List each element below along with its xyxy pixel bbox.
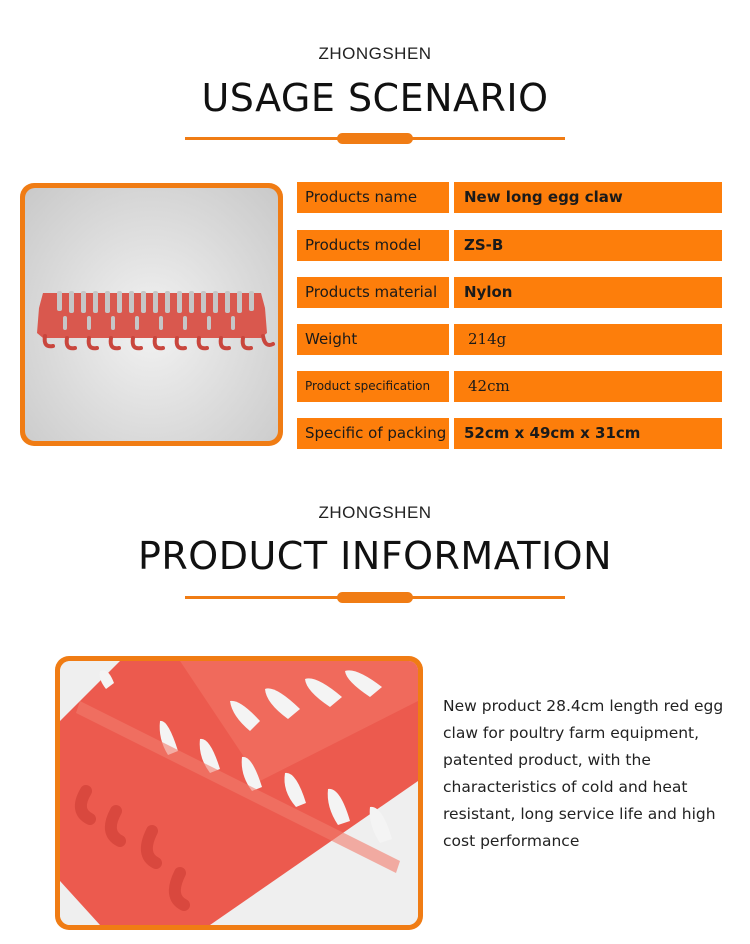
- spec-row-product-specification: [297, 371, 722, 402]
- spec-label: Products material: [297, 277, 449, 308]
- spec-label: Specific of packing: [297, 418, 449, 449]
- spec-label: Products model: [297, 230, 449, 261]
- title-divider-accent-bottom: [337, 592, 413, 603]
- title-divider-accent-top: [337, 133, 413, 144]
- egg-claw-image: [25, 188, 278, 441]
- description-line: claw for poultry farm equipment,: [443, 724, 700, 742]
- spec-label: Weight: [297, 324, 449, 355]
- product-information-title: PRODUCT INFORMATION: [137, 534, 613, 578]
- product-photo-frame: [20, 183, 283, 446]
- spec-value: ZS-B: [454, 230, 722, 261]
- usage-scenario-title: USAGE SCENARIO: [201, 76, 549, 120]
- product-photo: [25, 188, 278, 441]
- description-line: New product 28.4cm length red egg: [443, 697, 724, 715]
- spec-value: 214g: [454, 324, 722, 355]
- spec-label: Product specification: [297, 371, 449, 402]
- brand-name-bottom: ZHONGSHEN: [318, 503, 432, 522]
- spec-value: 42cm: [454, 371, 722, 402]
- description-line: cost performance: [443, 832, 580, 850]
- product-description: [443, 693, 733, 855]
- description-line: patented product, with the: [443, 751, 651, 769]
- spec-row-products-model: [297, 230, 722, 261]
- spec-value: Nylon: [454, 277, 722, 308]
- spec-row-weight: [297, 324, 722, 355]
- spec-row-products-material: [297, 277, 722, 308]
- egg-claw-closeup-image: [60, 661, 418, 925]
- product-closeup-frame: [55, 656, 423, 930]
- description-line: characteristics of cold and heat: [443, 778, 688, 796]
- spec-row-products-name: [297, 182, 722, 213]
- product-closeup-photo: [60, 661, 418, 925]
- spec-row-specific-of-packing: [297, 418, 722, 449]
- spec-label: Products name: [297, 182, 449, 213]
- brand-name-top: ZHONGSHEN: [318, 44, 432, 63]
- description-line: resistant, long service life and high: [443, 805, 716, 823]
- spec-value: 52cm x 49cm x 31cm: [454, 418, 722, 449]
- spec-value: New long egg claw: [454, 182, 722, 213]
